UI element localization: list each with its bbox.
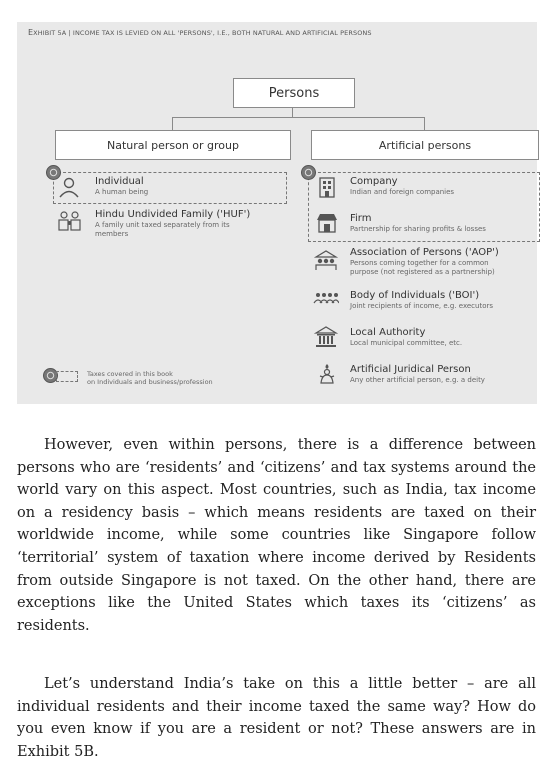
family-icon [57,210,81,232]
connector-line [172,117,173,130]
root-box-persons: Persons [233,78,355,108]
item-subtitle: Persons coming together for a common [350,259,489,267]
connector-line [172,117,424,118]
deity-icon [315,362,339,384]
artificial-item-firm [350,213,486,234]
item-title: Local Authority [350,327,426,338]
artificial-item-local-authority [350,327,462,348]
item-title: Body of Individuals ('BOI') [350,290,480,301]
item-title: Firm [350,213,372,224]
exhibit-title-text: XHIBIT 5A | INCOME TAX IS LEVIED ON ALL 'PERSONS', I.E., BOTH NATURAL AND ARTIFICIAL PERSONS [33,29,372,37]
legend-line-2: on Individuals and business/profession [87,378,213,386]
item-subtitle: Indian and foreign companies [350,188,455,196]
natural-item-huf [95,209,250,239]
body-paragraph: Let’s understand India’s take on this a little better – are all individual residents and their income taxed the same way? How do you even know if you are a resident or not? These answers are in Exhibit 5B. [17,676,536,760]
natural-item-individual [95,176,148,197]
item-subtitle: Partnership for sharing profits & losses [350,225,486,233]
legend-dashed-swatch [56,371,78,382]
exhibit-figure [17,22,537,404]
government-building-icon [314,326,338,348]
group-icon [313,249,337,271]
star-badge-icon [301,165,316,180]
item-title: Hindu Undivided Family ('HUF') [95,209,251,220]
person-icon [57,176,81,198]
item-subtitle: Joint recipients of income, e.g. executors [350,302,494,310]
legend-line-1: Taxes covered in this book [87,370,173,378]
item-subtitle: A family unit taxed separately from its [95,221,230,229]
item-title: Association of Persons ('AOP') [350,247,499,258]
legend-text [87,370,213,386]
connector-line [424,117,425,130]
artificial-item-juridical-person [350,364,485,385]
artificial-item-boi [350,290,493,311]
building-icon [315,176,339,198]
artificial-item-company [350,176,454,197]
people-row-icon [313,287,337,309]
artificial-item-aop [350,247,499,277]
item-subtitle: Local municipal committee, etc. [350,339,463,347]
item-subtitle: Any other artificial person, e.g. a deity [350,376,485,384]
artificial-persons-box: Artificial persons [311,130,539,160]
item-subtitle: A human being [95,188,149,196]
item-subtitle-2: purpose (not registered as a partnership) [350,268,495,276]
body-paragraph: However, even within persons, there is a difference between persons who are ‘residents’ and ‘citizens’ and tax systems around the world vary on this aspect. Most countries, such as India, tax income on a residency basis – which means residents are taxed on their worldwide income, while some countries like Singapore follow ‘territorial’ system of taxation where income derived by Residents from outside Singapore is not taxed. On the other hand, there are exceptions like the United States which taxes its ‘citizens’ as residents. [17,437,536,634]
item-title: Individual [95,176,144,187]
item-title: Artificial Juridical Person [350,364,471,375]
item-title: Company [350,176,398,187]
natural-persons-box: Natural person or group [55,130,291,160]
exhibit-title: EXHIBIT 5A | INCOME TAX IS LEVIED ON ALL 'PERSONS', I.E., BOTH NATURAL AND ARTIFICIAL PERSONS [28,28,372,37]
shop-icon [315,212,339,234]
item-subtitle-2: members [95,230,129,238]
highlight-box-individual [53,172,287,204]
